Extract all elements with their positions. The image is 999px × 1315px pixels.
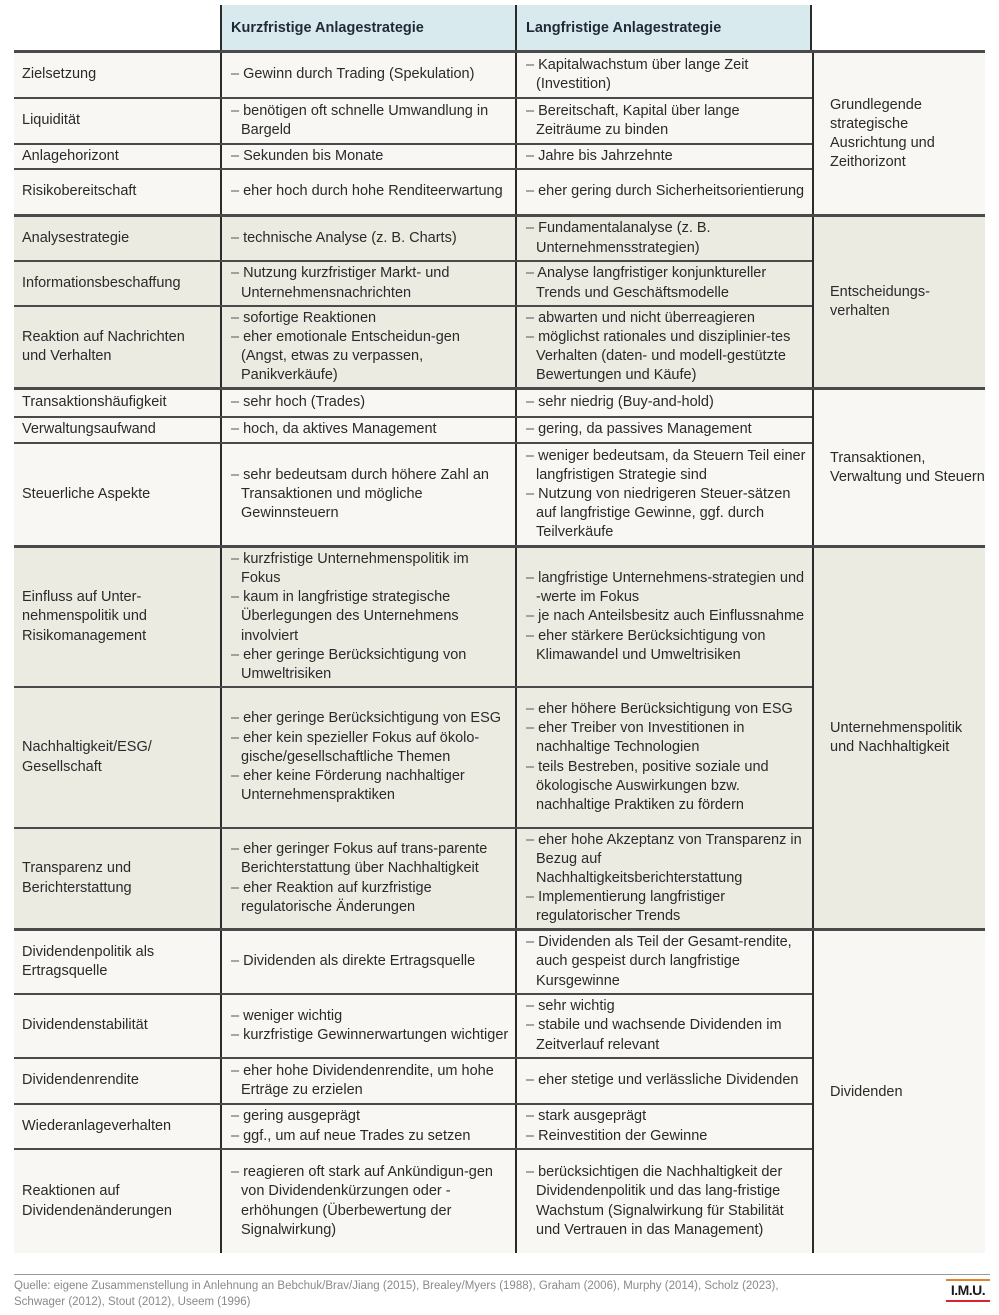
bullet-item: – ggf., um auf neue Trades zu setzen: [231, 1127, 509, 1146]
criterion-cell: Dividendenpolitik als Ertragsquelle: [22, 943, 155, 979]
row-group: [14, 387, 985, 545]
criterion-cell: Anlagehorizont: [22, 147, 119, 164]
logo-red-bar: [946, 1300, 990, 1302]
bullet-item: – je nach Anteilsbesitz auch Einflussnahme: [526, 607, 806, 626]
bullet-item: – Analyse langfristiger konjunktureller Trends und Geschäftsmodelle: [526, 264, 806, 302]
long-term-cell: [515, 1059, 812, 1103]
long-term-cell: [515, 1150, 812, 1253]
table-row: [14, 97, 812, 143]
short-term-cell: [220, 390, 515, 416]
bullet-item: – kurzfristige Gewinnerwartungen wichtiger: [231, 1026, 509, 1045]
short-term-cell: [220, 688, 515, 827]
bullet-item: – eher hoch durch hohe Renditeerwartung: [231, 182, 509, 201]
criterion-cell: Liquidität: [22, 112, 81, 129]
criterion-cell: Dividendenstabilität: [22, 1017, 148, 1034]
group-label: Transaktionen, Verwaltung und Steuern: [812, 390, 985, 545]
short-term-cell: [220, 1150, 515, 1253]
long-term-cell: [515, 262, 812, 305]
short-term-cell: [220, 145, 515, 168]
bullet-item: – Bereitschaft, Kapital über lange Zeiträume zu binden: [526, 102, 806, 140]
bullet-item: – stabile und wachsende Dividenden im Zeitverlauf relevant: [526, 1016, 806, 1054]
bullet-item: – eher geringe Berücksichtigung von ESG: [231, 709, 509, 728]
criterion-cell: Nachhaltigkeit/ESG/ Gesellschaft: [22, 739, 152, 775]
long-term-cell: [515, 548, 812, 686]
bullet-item: – sehr bedeutsam durch höhere Zahl an Transaktionen und mögliche Gewinnsteuern: [231, 466, 509, 524]
criterion-cell: Dividendenrendite: [22, 1072, 139, 1089]
short-term-cell: [220, 53, 515, 97]
bullet-item: – eher stetige und verlässliche Dividenden: [526, 1071, 806, 1090]
table-row: [14, 390, 812, 416]
criterion-cell: Reaktion auf Nachrichten und Verhalten: [22, 328, 185, 364]
bullet-item: – stark ausgeprägt: [526, 1107, 806, 1126]
short-term-cell: [220, 99, 515, 143]
criterion-cell: Informationsbeschaffung: [22, 274, 181, 291]
criterion-cell: Verwaltungsaufwand: [22, 421, 156, 438]
criterion-cell: Reaktionen auf Dividendenänderungen: [22, 1183, 172, 1219]
table-row: [14, 827, 812, 928]
table-row: [14, 1103, 812, 1148]
row-group: [14, 214, 985, 387]
bullet-item: – gering ausgeprägt: [231, 1107, 509, 1126]
long-term-cell: [515, 418, 812, 442]
comparison-table: [14, 5, 985, 1253]
bullet-item: – benötigen oft schnelle Umwandlung in Bargeld: [231, 102, 509, 140]
bullet-item: – eher stärkere Berücksichtigung von Klimawandel und Umweltrisiken: [526, 627, 806, 665]
long-term-cell: [515, 170, 812, 214]
bullet-item: – Fundamentalanalyse (z. B. Unternehmensstrategien): [526, 219, 806, 257]
bullet-item: – eher Reaktion auf kurzfristige regulatorische Änderungen: [231, 879, 509, 917]
row-group: [14, 928, 985, 1253]
long-term-cell: [515, 444, 812, 545]
table-body: [14, 50, 985, 1253]
row-group: [14, 50, 985, 214]
long-term-cell: [515, 995, 812, 1057]
long-term-cell: [515, 99, 812, 143]
table-row: [14, 993, 812, 1057]
bullet-item: – teils Bestreben, positive soziale und ökologische Auswirkungen bzw. nachhaltige Praktiken zu fördern: [526, 758, 806, 816]
short-term-cell: [220, 931, 515, 993]
bullet-item: – Gewinn durch Trading (Spekulation): [231, 65, 509, 84]
bullet-item: – reagieren oft stark auf Ankündigun-gen von Dividendenkürzungen oder -erhöhungen (Überbewertung der Signalwirkung): [231, 1163, 509, 1240]
bullet-item: – eher Treiber von Investitionen in nachhaltige Technologien: [526, 719, 806, 757]
bullet-item: – eher geringer Fokus auf trans-parente Berichterstattung über Nachhaltigkeit: [231, 840, 509, 878]
short-term-cell: [220, 548, 515, 686]
short-term-cell: [220, 1105, 515, 1148]
table-row: [14, 217, 812, 260]
table-row: [14, 53, 812, 97]
group-label: Grundlegende strategische Ausrichtung und Zeithorizont: [812, 53, 985, 214]
table-row: [14, 442, 812, 545]
logo-orange-bar: [946, 1279, 990, 1281]
table-header: [14, 5, 985, 50]
short-term-cell: [220, 307, 515, 387]
short-term-cell: [220, 829, 515, 928]
source-note: Quelle: eigene Zusammenstellung in Anlehnung an Bebchuk/Brav/Jiang (2015), Brealey/Myers (1988), Graham (2006), Murphy (2014), Scholz (2023), Schwager (2012), Stout (2012), Useem (1996): [14, 1280, 779, 1308]
short-term-cell: [220, 418, 515, 442]
bullet-item: – abwarten und nicht überreagieren: [526, 309, 806, 328]
bullet-item: – weniger wichtig: [231, 1007, 509, 1026]
bullet-item: – eher kein spezieller Fokus auf ökolo-gische/gesellschaftliche Themen: [231, 729, 509, 767]
bullet-item: – eher hohe Akzeptanz von Transparenz in Bezug auf Nachhaltigkeitsberichterstattung: [526, 831, 806, 889]
bullet-item: – berücksichtigen die Nachhaltigkeit der Dividendenpolitik und das lang-fristige Wachstum (Signalwirkung für Stabilität und Vertrauen in das Management): [526, 1163, 806, 1240]
short-term-cell: [220, 262, 515, 305]
bullet-item: – weniger bedeutsam, da Steuern Teil einer langfristigen Strategie sind: [526, 447, 806, 485]
short-term-cell: [220, 1059, 515, 1103]
short-term-cell: [220, 170, 515, 214]
group-label: Entscheidungs-verhalten: [812, 217, 985, 387]
bullet-item: – eher gering durch Sicherheitsorientierung: [526, 182, 806, 201]
long-term-cell: [515, 688, 812, 827]
bullet-item: – möglichst rationales und disziplinier-tes Verhalten (daten- und modell-gestützte Bewertungen und Käufe): [526, 328, 806, 386]
bullet-item: – sofortige Reaktionen: [231, 309, 509, 328]
short-term-cell: [220, 217, 515, 260]
criterion-cell: Steuerliche Aspekte: [22, 485, 151, 502]
bullet-item: – eher geringe Berücksichtigung von Umweltrisiken: [231, 646, 509, 684]
footer-divider: [14, 1274, 990, 1275]
bullet-item: – eher emotionale Entscheidun-gen (Angst, etwas zu verpassen, Panikverkäufe): [231, 328, 509, 386]
imu-logo: [946, 1279, 990, 1303]
row-group: [14, 545, 985, 928]
criterion-cell: Einfluss auf Unter-nehmenspolitik und Risikomanagement: [22, 588, 147, 644]
table-row: [14, 260, 812, 305]
long-term-cell: [515, 217, 812, 260]
table-row: [14, 416, 812, 442]
long-term-cell: [515, 53, 812, 97]
bullet-item: – Jahre bis Jahrzehnte: [526, 147, 806, 166]
bullet-item: – Nutzung von niedrigeren Steuer-sätzen auf langfristige Gewinne, ggf. durch Teilverkäufe: [526, 485, 806, 543]
bullet-item: – Kapitalwachstum über lange Zeit (Investition): [526, 56, 806, 94]
bullet-item: – Reinvestition der Gewinne: [526, 1127, 806, 1146]
table-row: [14, 548, 812, 686]
header-short-term: Kurzfristige Anlagestrategie: [220, 5, 515, 50]
bullet-item: – eher hohe Dividendenrendite, um hohe Erträge zu erzielen: [231, 1062, 509, 1100]
group-label: Dividenden: [812, 931, 985, 1253]
table-row: [14, 1057, 812, 1103]
criterion-cell: Analysestrategie: [22, 229, 130, 246]
short-term-cell: [220, 995, 515, 1057]
long-term-cell: [515, 307, 812, 387]
bullet-item: – sehr wichtig: [526, 997, 806, 1016]
bullet-item: – langfristige Unternehmens-strategien und -werte im Fokus: [526, 569, 806, 607]
table-row: [14, 143, 812, 168]
short-term-cell: [220, 444, 515, 545]
criterion-cell: Wiederanlageverhalten: [22, 1117, 172, 1134]
bullet-item: – sehr niedrig (Buy-and-hold): [526, 393, 806, 412]
criterion-cell: Zielsetzung: [22, 66, 97, 83]
group-label: Unternehmenspolitik und Nachhaltigkeit: [812, 548, 985, 928]
bullet-item: – Implementierung langfristiger regulatorischer Trends: [526, 888, 806, 926]
bullet-item: – kaum in langfristige strategische Überlegungen des Unternehmens involviert: [231, 588, 509, 646]
table-row: [14, 931, 812, 993]
long-term-cell: [515, 1105, 812, 1148]
bullet-item: – technische Analyse (z. B. Charts): [231, 229, 509, 248]
bullet-item: – kurzfristige Unternehmenspolitik im Fokus: [231, 550, 509, 588]
bullet-item: – eher höhere Berücksichtigung von ESG: [526, 700, 806, 719]
logo-text: I.M.U.: [950, 1282, 986, 1298]
table-row: [14, 686, 812, 827]
table-row: [14, 305, 812, 387]
long-term-cell: [515, 931, 812, 993]
long-term-cell: [515, 145, 812, 168]
long-term-cell: [515, 390, 812, 416]
bullet-item: – eher keine Förderung nachhaltiger Unternehmenspraktiken: [231, 767, 509, 805]
bullet-item: – hoch, da aktives Management: [231, 420, 509, 439]
long-term-cell: [515, 829, 812, 928]
header-long-term: Langfristige Anlagestrategie: [515, 5, 812, 50]
bullet-item: – gering, da passives Management: [526, 420, 806, 439]
bullet-item: – sehr hoch (Trades): [231, 393, 509, 412]
bullet-item: – Dividenden als direkte Ertragsquelle: [231, 952, 509, 971]
bullet-item: – Dividenden als Teil der Gesamt-rendite, auch gespeist durch langfristige Kursgewinne: [526, 933, 806, 991]
bullet-item: – Nutzung kurzfristiger Markt- und Unternehmensnachrichten: [231, 264, 509, 302]
criterion-cell: Transaktionshäufigkeit: [22, 394, 167, 411]
bullet-item: – Sekunden bis Monate: [231, 147, 509, 166]
criterion-cell: Risikobereitschaft: [22, 183, 137, 200]
table-row: [14, 1148, 812, 1253]
table-row: [14, 168, 812, 214]
criterion-cell: Transparenz und Berichterstattung: [22, 860, 132, 896]
